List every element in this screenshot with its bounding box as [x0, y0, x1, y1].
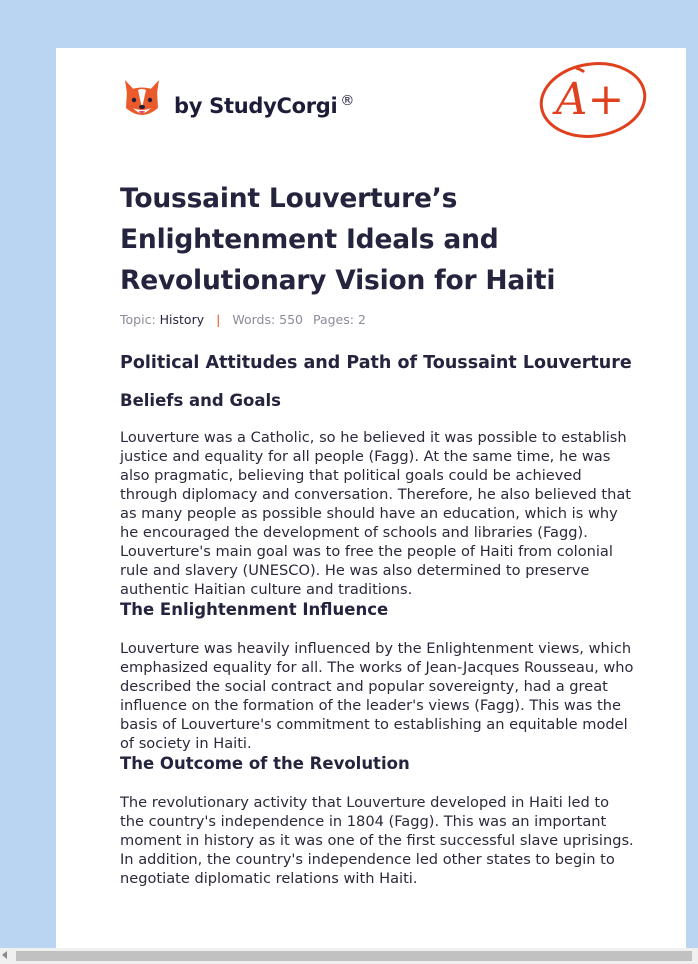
topic-link[interactable]: History	[159, 312, 205, 327]
article-body	[120, 352, 636, 888]
page-title: Toussaint Louverture’s Enlightenment Ideals and Revolutionary Vision for Haiti	[120, 183, 556, 296]
section-heading-enlightenment: The Enlightenment Influence	[120, 600, 389, 619]
registered-mark: ®	[340, 92, 355, 109]
section-heading-main: Political Attitudes and Path of Toussaint Louverture	[120, 353, 632, 373]
grade-badge	[538, 58, 650, 140]
grade-text: A+	[555, 74, 625, 125]
page-count: Pages: 2	[312, 312, 366, 327]
studycorgi-logo[interactable]	[122, 76, 354, 124]
horizontal-scrollbar[interactable]	[0, 948, 698, 964]
section-heading-beliefs: Beliefs and Goals	[120, 391, 281, 410]
paragraph-enlightenment: Louverture was heavily influenced by the Enlightenment views, which emphasized equality for all. The works of Jean-Jacques Rousseau, who described the social contract and popular sovereignty, had a great influence on the formation of the leader's views (Fagg). This was the basis of Louverture's commitment to establishing an equitable model of society in Haiti.	[120, 640, 634, 752]
section-heading-outcome: The Outcome of the Revolution	[120, 754, 410, 773]
corgi-icon	[122, 78, 162, 122]
scroll-thumb[interactable]	[16, 951, 692, 961]
document-page	[56, 48, 686, 948]
scroll-left-icon[interactable]	[2, 951, 7, 959]
word-count: Words: 550	[232, 312, 303, 327]
paragraph-beliefs: Louverture was a Catholic, so he believed it was possible to establish justice and equality for all people (Fagg). At the same time, he was also pragmatic, believing that political goals could be achieved through diplomacy and conversation. Therefore, he also believed that as many people as possible should have an education, which is why he encouraged the development of schools and libraries (Fagg). Louverture's main goal was to free the people of Haiti from colonial rule and slavery (UNESCO). He was also determined to preserve authentic Haitian culture and traditions.	[120, 429, 632, 598]
article-meta	[120, 312, 366, 327]
meta-separator: |	[216, 312, 221, 327]
paragraph-outcome: The revolutionary activity that Louverture developed in Haiti led to the country's independence in 1804 (Fagg). This was an important moment in history as it was one of the first successful slave uprisings. In addition, the country's independence led other states to begin to negotiate diplomatic relations with Haiti.	[120, 794, 634, 887]
brand-name: by StudyCorgi ®	[174, 92, 355, 118]
topic-label: Topic:	[120, 312, 156, 327]
